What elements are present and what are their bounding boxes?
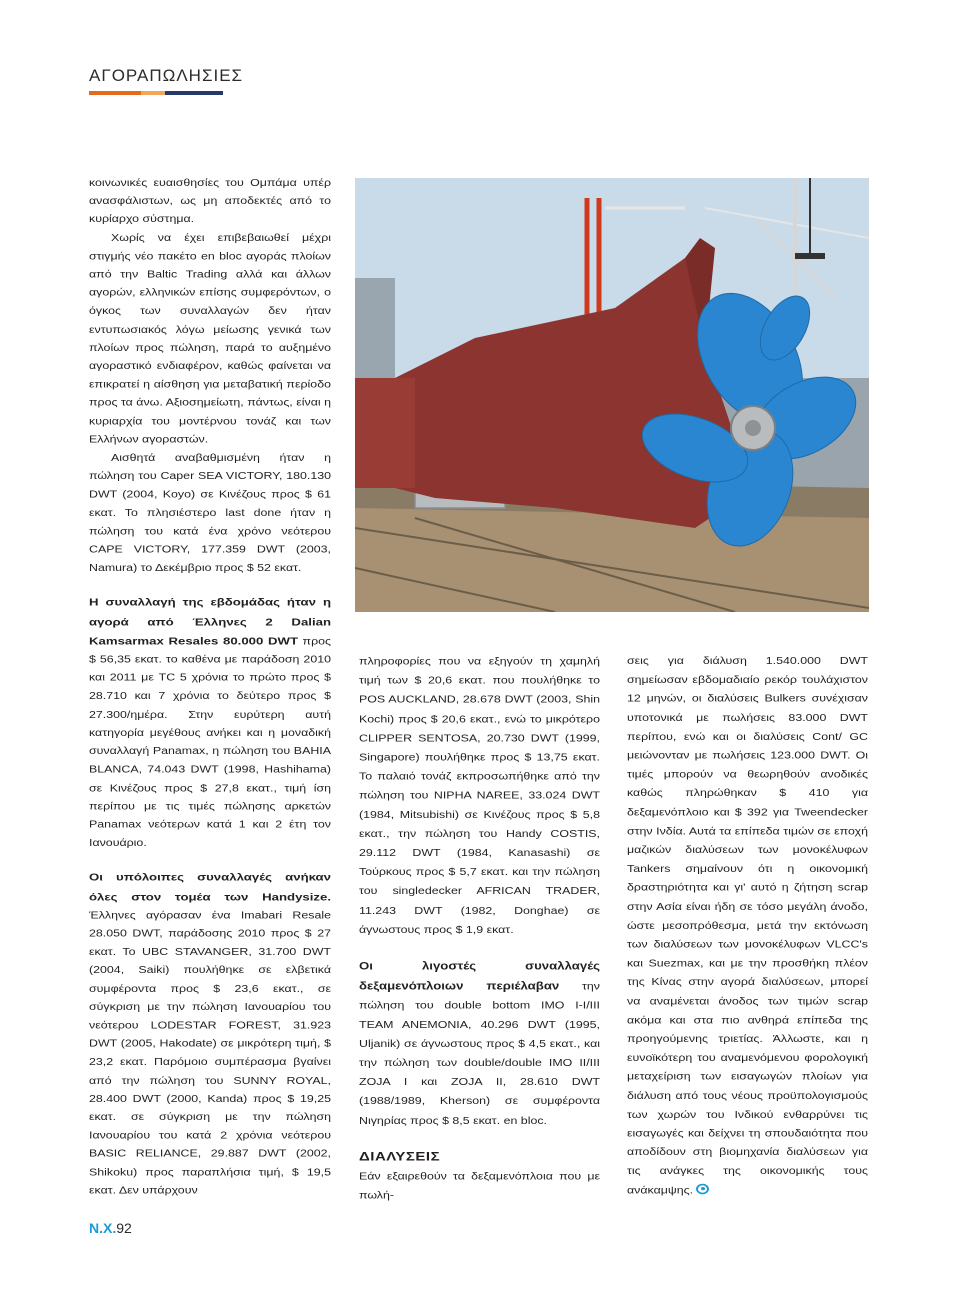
paragraph bbox=[89, 868, 331, 1200]
paragraph bbox=[627, 652, 868, 1200]
paragraph-lead: Οι υπόλοιπες συναλλαγές ανήκαν όλες στον τομέα των Handysize. bbox=[89, 871, 331, 903]
paragraph-text: την πώληση του double bottom IMO I-I/III TEAM ANEMONIA, 40.296 DWT (1995, Uljanik) σε άγνωστους προς $ 4,5 εκατ., και την πώληση των double/double IMO II/III ZOJA I και ZOJA II, 28.610 DWT (1988/1989, Kherson) σε συμφέροντα Νιγηρίας προς $ 8,5 εκατ. en bloc. bbox=[359, 980, 600, 1127]
shipyard-propeller-photo bbox=[355, 178, 869, 612]
article-column-3 bbox=[627, 652, 868, 1200]
paragraph: Χωρίς να έχει επιβεβαιωθεί μέχρι στιγμής νέο πακέτο en bloc αγοράς πλοίων από την Baltic Trading αλλά και άλλων αγορών, ελληνικών επίσης συμφερόντων, ο όγκος των συναλλαγών δεν ήταν εντυπωσιακός λόγω μείωσης γενικά των πλοίων προς πώληση, παρά το αυξημένο αγοραστικό ενδιαφέρον, καθώς φαίνεται να επικρατεί η αίσθηση για μεταβατική περίοδο προς τα άνω. Αξιοσημείωτη, πάντως, είναι η κυριαρχία του μοντέρνου τονάζ και των Ελλήνων αγοραστών. bbox=[89, 232, 331, 445]
page-number: 92 bbox=[116, 1220, 132, 1236]
paragraph-text: προς $ 56,35 εκατ. το καθένα με παράδοση 2010 και 2011 με TC 5 χρόνια το πρώτο προς $ 28.710 και 7 χρόνια το δεύτερο προς $ 27.300/ημέρα. Στην ευρύτερη αυτή κατηγορία μεγέθους ανήκει και η μοναδική συναλλαγή Panamax, η πώληση του BAHIA BLANCA, 74.043 DWT (1998, Hashihama) σε Κινέζους προς $ 27,8 εκατ., τιμή ίση περίπου με τις τιμές πώλησης αρκετών Panamax νεότερων κατά 1 και 2 έτη τον Ιανουάριο. bbox=[89, 635, 331, 849]
paragraph-text: σεις για διάλυση 1.540.000 DWT σημείωσαν εβδομαδιαίο ρεκόρ τουλάχιστον 12 μηνών, οι διαλύσεις Bulkers συνέχισαν υποτονικά με πωλήσεις 83.000 DWT περίπου, ενώ και οι διαλύσεις Cont/ GC μειώνονταν με πωλήσεις 123.000 DWT. Οι τιμές μπορούν να θεωρηθούν ανοδικές καθώς πληρώθηκαν $ 410 για δεξαμενόπλοιο και $ 392 για Tweendecker στην Ινδία. Αυτά τα επίπεδα τιμών σε εποχή μαζικών διαλύσεων των μονοκέλυφων Tankers σημαίνουν ότι η οικονομική δραστηριότητα και γι' αυτό η ζήτηση scrap στην Ασία είναι ήδη σε τόσο μεγάλη άνοδο, ώστε μεσοπρόθεσμα, μετά την εκτόνωση των διαλύσεων των μονοκέλυφων VLCC's και Suezmax, και με την προσθήκη πλέον της Κίνας στην αγορά διαλύσεων, μπορεί να αναμένεται άνοδος των τιμών scrap ακόμα και στα πιο ανθηρά επίπεδα της προηγούμενης τριετίας. Άλλωστε, και η ευνοϊκότερη του αναμενόμενου φορολογική μεταχείριση των εισαγωγών πλοίων για διάλυση από τους νέους προϋπολογισμούς των χωρών του Ινδικού ενθαρρύνει τις εισαγωγές και δείχνει τη σπουδαιότητα που αποδίδουν στη βιομηχανία διαλύσεων για τις ανάγκες της οικονομικής τους ανάκαμψης. bbox=[627, 655, 868, 1196]
paragraph-text: Έλληνες αγόρασαν ένα Imabari Resale 28.050 DWT, παράδοσης 2010 προς $ 27 εκατ. Το UBC STAVANGER, 31.700 DWT (2004, Saiki) πουλήθηκε σε ελβετικά συμφέροντα προς $ 23,6 εκατ., σε σύγκριση με την πώληση Ιανουαρίου του νεότερου LODESTAR FOREST, 31.923 DWT (2005, Hakodate) σε μικρότερη τιμή, $ 23,2 εκατ. Παρόμοιο συμπέρασμα βγαίνει από την πώληση του SUNNY ROYAL, 28.400 DWT (2000, Kanda) προς $ 19,25 εκατ. σε σύγκριση με την πώληση Ιανουαρίου του κατά 2 χρόνια νεότερου BASIC RELIANCE, 29.887 DWT (2002, Shikoku) προς παραπλήσια τιμή, $ 19,5 εκατ. Δεν υπάρχουν bbox=[89, 909, 331, 1196]
section-title: ΑΓΟΡΑΠΩΛΗΣΙΕΣ bbox=[89, 66, 244, 85]
section-title-underline bbox=[89, 91, 223, 95]
paragraph: Αισθητά αναβαθμισμένη ήταν η πώληση του Caper SEA VICTORY, 180.130 DWT (2004, Koyo) σε Κινέζους προς $ 61 εκατ. Το πλησιέστερο last done ήταν η πώληση του κατά ένα χρόνο νεότερου CAPE VICTORY, 177.359 DWT (2003, Namura) το Δεκέμβριο προς $ 52 εκατ. bbox=[89, 452, 331, 574]
paragraph bbox=[89, 593, 331, 852]
article-column-1 bbox=[89, 174, 331, 1200]
end-of-article-icon bbox=[696, 1183, 709, 1194]
section-heading-dialyseis: ΔΙΑΛΥΣΕΙΣ bbox=[359, 1149, 441, 1164]
paragraph: πληροφορίες που να εξηγούν τη χαμηλή τιμή των $ 20,6 εκατ. που πουλήθηκε το POS AUCKLAND, 28.678 DWT (2003, Shin Kochi) προς $ 20,6 εκατ., ενώ το μικρότερο CLIPPER SENTOSA, 20.730 DWT (1999, Singapore) πουλήθηκε προς $ 13,75 εκατ. Το παλαιό τονάζ εκπροσωπήθηκε από την πώληση του NIPHA NAREE, 33.024 DWT (1984, Mitsubishi) σε Κινέζους προς $ 5,8 εκατ., την πώληση του Handy COSTIS, 29.112 DWT (1984, Kanasashi) σε Τούρκους προς $ 5,7 εκατ. και την πώληση του singledecker AFRICAN TRADER, 11.243 DWT (1982, Donghae) σε άγνωστους προς $ 1,9 εκατ. bbox=[359, 655, 600, 936]
paragraph-lead: Οι λιγοστές συναλλαγές δεξαμενόπλοιων περιέλαβαν bbox=[359, 959, 600, 992]
paragraph: κοινωνικές ευαισθησίες του Ομπάμα υπέρ ανασφάλιστων, ως μη αποδεκτές από το κυρίαρχο σύστημα. bbox=[89, 177, 331, 225]
footer-brand: Ν.Χ. bbox=[89, 1220, 117, 1236]
paragraph: Εάν εξαιρεθούν τα δεξαμενόπλοια που με πωλή- bbox=[359, 1170, 600, 1201]
article-column-2 bbox=[359, 652, 600, 1205]
page-footer bbox=[89, 1220, 132, 1236]
paragraph bbox=[359, 956, 600, 1130]
paragraph-lead: Η συναλλαγή της εβδομάδας ήταν η αγορά από Έλληνες 2 Dalian Kamsarmax Resales 80.000 DWT bbox=[89, 596, 331, 647]
